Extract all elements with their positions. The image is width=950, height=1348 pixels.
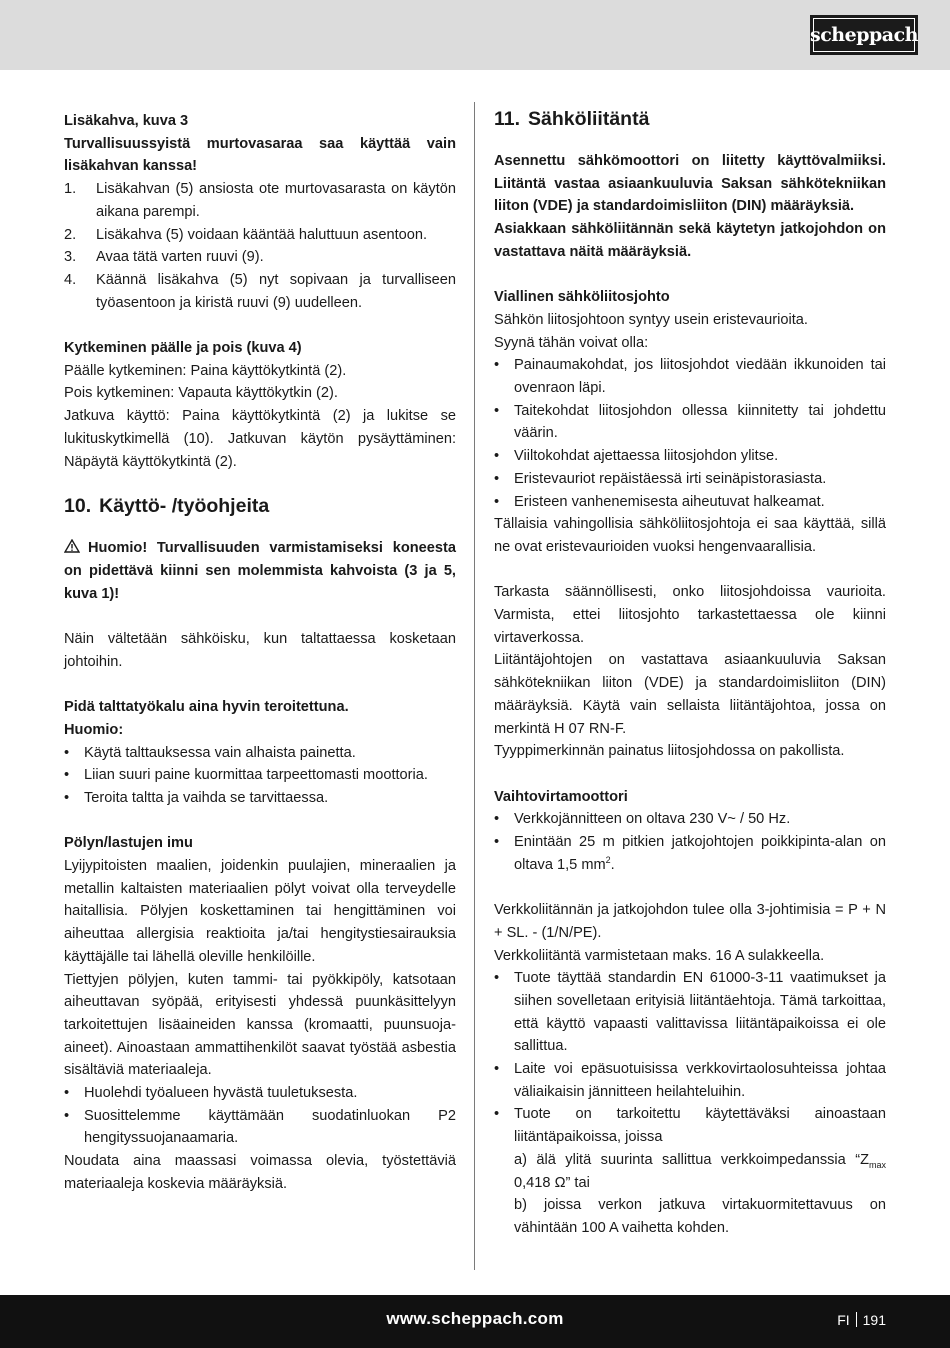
section-title-dust: Pölyn/lastujen imu <box>64 835 193 852</box>
note-label: Huomio: <box>64 721 124 738</box>
cable-paragraph: Tyyppimerkinnän painatus liitosjohdossa on pakollista. <box>494 743 845 760</box>
list-item: 3. Avaa tätä varten ruuvi (9). <box>64 249 264 266</box>
cable-line: Sähkön liitosjohtoon syntyy usein eristevaurioita. <box>494 311 808 328</box>
brand-name: scheppach <box>810 23 918 46</box>
cable-paragraph: Tarkasta säännöllisesti, onko liitosjohdoissa vaurioita. Varmista, ettei liitosjohto tarkastettaessa ole kiinni virtaverkossa. <box>494 584 886 646</box>
dust-paragraph: Noudata aina maassasi voimassa olevia, työstettäviä materiaaleja koskevia määräyksiä. <box>64 1153 456 1192</box>
list-item: • Eristeen vanhenemisesta aiheutuvat halkeamat. <box>494 491 886 514</box>
list-item: • Teroita taltta ja vaihda se tarvittaessa. <box>64 787 456 810</box>
chisel-heading: Pidä talttatyökalu aina hyvin teroitettuna. <box>64 699 349 716</box>
switch-line: Jatkuva käyttö: Paina käyttökytkintä (2) ja lukitse se lukituskytkimellä (10). Jatkuvan käytön pysäyttäminen: Näpäytä käyttökytkintä (2). <box>64 408 456 470</box>
language-code: FI <box>837 1312 850 1328</box>
page-indicator <box>837 1309 886 1332</box>
column-divider <box>474 102 475 1270</box>
switch-line: Päälle kytkeminen: Paina käyttökytkintä (2). <box>64 362 347 379</box>
section-title-switch: Kytkeminen päälle ja pois (kuva 4) <box>64 340 302 357</box>
page-number: 191 <box>862 1312 886 1328</box>
warning-triangle-icon <box>64 539 80 553</box>
ac-motor-paragraph: Verkkoliitäntä varmistetaan maks. 16 A sulakkeella. <box>494 947 825 964</box>
ac-motor-paragraph: Verkkoliitännän ja jatkojohdon tulee olla 3-johtimisia = P + N + SL. - (1/N/PE). <box>494 902 886 941</box>
grid-bullets <box>494 967 886 1239</box>
section-title-handle: Lisäkahva, kuva 3 <box>64 113 189 129</box>
brand-logo[interactable] <box>810 15 918 55</box>
list-item: 2. Lisäkahva (5) voidaan kääntää haluttuun asentoon. <box>64 226 428 243</box>
list-item: • Liian suuri paine kuormittaa tarpeettomasti moottoria. <box>64 764 456 787</box>
header-bar <box>0 0 950 70</box>
list-item: • Laite voi epäsuotuisissa verkkovirtaolosuhteissa johtaa väliaikaisin jännitteen heilahteluihin. <box>494 1058 886 1103</box>
right-column <box>494 110 886 1240</box>
section-title-faulty-cable: Viallinen sähköliitosjohto <box>494 289 670 306</box>
cable-paragraph: Tällaisia vahingollisia sähköliitosjohtoja ei saa käyttää, sillä ne ovat eristevaurioiden vuoksi hengenvaarallisia. <box>494 516 886 555</box>
dust-paragraph: Tiettyjen pölyjen, kuten tammi- tai pyökkipöly, katsotaan aiheuttavan syöpää, erityisesti yhdessä puunkäsittelyyn tarkoitettujen lisäaineiden kanssa (kromaatti, puunsuoja-aineet). Ainoastaan ammattihenkilöt saavat työstää asbestia sisältäviä materiaaleja. <box>64 971 456 1079</box>
cable-paragraph: Liitäntäjohtojen on vastattava asiaankuuluvia Saksan sähkötekniikan liiton (VDE) ja standardoimisliiton (DIN) määräyksiä. Käytä vain sellaista liitäntäjohtoa, jossa on merkintä H 07 RN-F. <box>494 652 886 737</box>
list-item: • Viiltokohdat ajettaessa liitosjohdon ylitse. <box>494 445 886 468</box>
chapter-heading-10: 10. Käyttö- /työohjeita <box>64 495 270 518</box>
dust-paragraph: Lyijypitoisten maalien, joidenkin puulajien, mineraalien ja metallin kaltaisten materiaalien pölyt voivat olla terveydelle haitallisia. Pölyjen koskettaminen tai hengittäminen voi aiheuttaa allergisia reaktioita ja/tai hengitystiesairauksia käyttäjälle tai lähellä oleville henkilöille. <box>64 858 456 965</box>
ac-motor-bullets <box>494 808 886 876</box>
section-title-ac-motor: Vaihtovirtamoottori <box>494 788 628 805</box>
chisel-bullets <box>64 742 456 810</box>
cable-bullets <box>494 354 886 513</box>
website-link[interactable]: www.scheppach.com <box>386 1309 564 1328</box>
list-item: • Tuote täyttää standardin EN 61000-3-11 vaatimukset ja siihen sovelletaan erityisiä liitäntäehtoja. Tämä tarkoittaa, että käyttö vapaasti valittavissa liitäntäpaikoissa ei ole sallittua. <box>494 967 886 1058</box>
list-item: 4. Käännä lisäkahva (5) nyt sopivaan ja turvalliseen työasentoon ja kiristä ruuvi (9) uudelleen. <box>64 271 456 311</box>
list-item: • Taitekohdat liitosjohdon ollessa kiinnitetty tai johdettu väärin. <box>494 400 886 445</box>
list-item: • Tuote on tarkoitettu käytettäväksi ainoastaan liitäntäpaikoissa, joissa a) älä ylitä suurinta sallittua verkkoimpedanssia “$Z_{max}$ 0,418 Ω” tai b) joissa verkon jatkuva virtakuormitettavuus on vähintään 100 A vaihetta kohden. <box>494 1103 886 1239</box>
list-item: 1. Lisäkahvan (5) ansiosta ote murtovasarasta on käytön aikana parempi. <box>64 181 456 220</box>
list-item: • Painaumakohdat, jos liitosjohdot viedään ikkunoiden tai ovenraon läpi. <box>494 354 886 399</box>
cable-line: Syynä tähän voivat olla: <box>494 334 649 351</box>
handle-steps <box>64 178 456 314</box>
left-column <box>64 110 456 1196</box>
handle-warning: Turvallisuussyistä murtovasaraa saa käyttää vain lisäkahvan kanssa! <box>64 135 456 175</box>
list-item: • Enintään 25 m pitkien jatkojohtojen poikkipinta-alan on oltava 1,5 $mm^2$. <box>494 831 886 876</box>
usage-warning: Huomio! Turvallisuuden varmistamiseksi koneesta on pidettävä kiinni sen molemmista kahvoista (3 ja 5, kuva 1)! <box>64 540 456 602</box>
electrical-bold-text: Asiakkaan sähköliitännän sekä käytetyn jatkojohdon on vastattava näitä määräyksiä. <box>494 221 886 260</box>
list-item: • Verkkojännitteen on oltava 230 V~ / 50 Hz. <box>494 808 886 831</box>
list-item: • Eristevauriot repäistäessä irti seinäpistorasiasta. <box>494 468 886 491</box>
list-item: • Suosittelemme käyttämään suodatinluokan P2 hengityssuojanaamaria. <box>64 1105 456 1150</box>
electrical-bold-text: Asennettu sähkömoottori on liitetty käyttövalmiiksi. Liitäntä vastaa asiaankuuluvia Saksan sähkötekniikan liiton (VDE) ja standardoimisliiton (DIN) määräyksiä. <box>494 153 886 215</box>
list-item: • Huolehdi työalueen hyvästä tuuletuksesta. <box>64 1082 456 1105</box>
list-item: • Käytä talttauksessa vain alhaista painetta. <box>64 742 456 765</box>
usage-text: Näin vältetään sähköisku, kun taltattaessa kosketaan johtoihin. <box>64 631 456 670</box>
dust-bullets <box>64 1082 456 1150</box>
footer-bar <box>0 1295 950 1348</box>
chapter-heading-11: 11. Sähköliitäntä <box>494 108 650 130</box>
switch-line: Pois kytkeminen: Vapauta käyttökytkin (2). <box>64 385 338 402</box>
